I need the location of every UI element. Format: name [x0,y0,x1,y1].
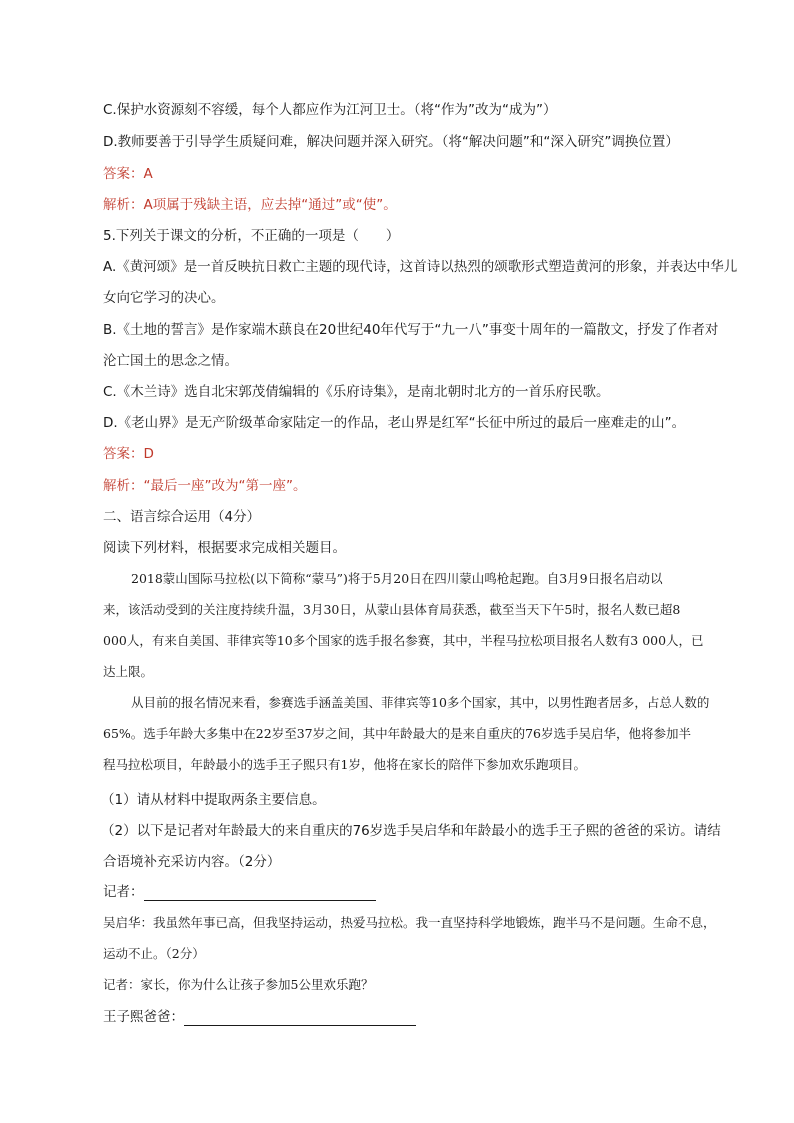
wang-father-label: 王子熙爸爸： [103,1009,184,1025]
section-2-heading: 二、语言综合运用（4分） [103,509,261,525]
question-5-option-a-line1: A.《黄河颂》是一首反映抗日救亡主题的现代诗，这首诗以热烈的颂歌形式塑造黄河的形象，并表达中华儿 [103,259,738,275]
reporter-question-2: 记者：家长，你为什么让孩子参加5公里欢乐跑？ [103,977,374,992]
analysis-5: 解析：“最后一座”改为“第一座”。 [103,478,307,494]
passage-2-line1: 从目前的报名情况来看，参赛选手涵盖美国、菲律宾等10多个国家，其中，以男性跑者居多，占总人数的 [131,695,710,710]
wang-father-answer-blank[interactable] [184,1011,416,1026]
section-2-instruction: 阅读下列材料，根据要求完成相关题目。 [103,540,346,556]
question-5-option-c: C.《木兰诗》选自北宋郭茂倩编辑的《乐府诗集》，是南北朝时北方的一首乐府民歌。 [103,384,610,400]
wu-qihua-reply-line1: 吴启华：我虽然年事已高，但我坚持运动，热爱马拉松。我一直坚持科学地锻炼，跑半马不是问题。生命不息， [103,915,716,930]
reporter-answer-blank[interactable] [144,886,376,901]
analysis-4: 解析：A项属于残缺主语，应去掉“通过”或“使”。 [103,197,397,213]
question-5-option-b-line2: 沦亡国土的思念之情。 [103,353,238,369]
passage-1-line4: 达上限。 [103,664,154,679]
option-d-prev: D.教师要善于引导学生质疑问难，解决问题并深入研究。（将“解决问题”和“深入研究”调换位置） [103,134,679,150]
wang-father-answer [103,1008,416,1026]
passage-2-line2: 65%。选手年龄大多集中在22岁至37岁之间，其中年龄最大的是来自重庆的76岁选手吴启华，他将参加半 [103,726,692,741]
answer-4: 答案：A [103,166,153,182]
sub-question-1: （1）请从材料中提取两条主要信息。 [101,792,326,808]
question-5-option-b-line1: B.《土地的誓言》是作家端木蕻良在20世纪40年代写于“九一八”事变十周年的一篇散文，抒发了作者对 [103,322,719,338]
question-5-option-a-line2: 女向它学习的决心。 [103,290,225,306]
passage-1-line1: 2018蒙山国际马拉松(以下简称“蒙马”)将于5月20日在四川蒙山鸣枪起跑。自3月9日报名启动以 [131,571,663,586]
passage-1-line3: 000人，有来自美国、菲律宾等10多个国家的选手报名参赛，其中，半程马拉松项目报名人数有3 000人，已 [103,633,704,648]
reporter-label-1: 记者： [103,884,144,900]
answer-5: 答案：D [103,446,154,462]
passage-2-line3: 程马拉松项目，年龄最小的选手王子熙只有1岁，他将在家长的陪伴下参加欢乐跑项目。 [103,757,586,772]
sub-question-2-line1: （2）以下是记者对年龄最大的来自重庆的76岁选手吴启华和年龄最小的选手王子熙的爸爸的采访。请结 [101,823,721,839]
option-c-prev: C.保护水资源刻不容缓，每个人都应作为江河卫士。（将“作为”改为“成为”） [103,102,557,118]
wu-qihua-reply-line2: 运动不止。（2分） [103,946,205,961]
sub-question-2-line2: 合语境补充采访内容。（2分） [103,854,281,870]
passage-1-line2: 来，该活动受到的关注度持续升温，3月30日，从蒙山县体育局获悉，截至当天下午5时，报名人数已超8 [103,602,681,617]
question-5-option-d: D.《老山界》是无产阶级革命家陆定一的作品，老山界是红军“长征中所过的最后一座难走的山”。 [103,415,686,431]
question-5-stem: 5.下列关于课文的分析，不正确的一项是（ ） [103,228,400,244]
reporter-question-1 [103,883,376,901]
